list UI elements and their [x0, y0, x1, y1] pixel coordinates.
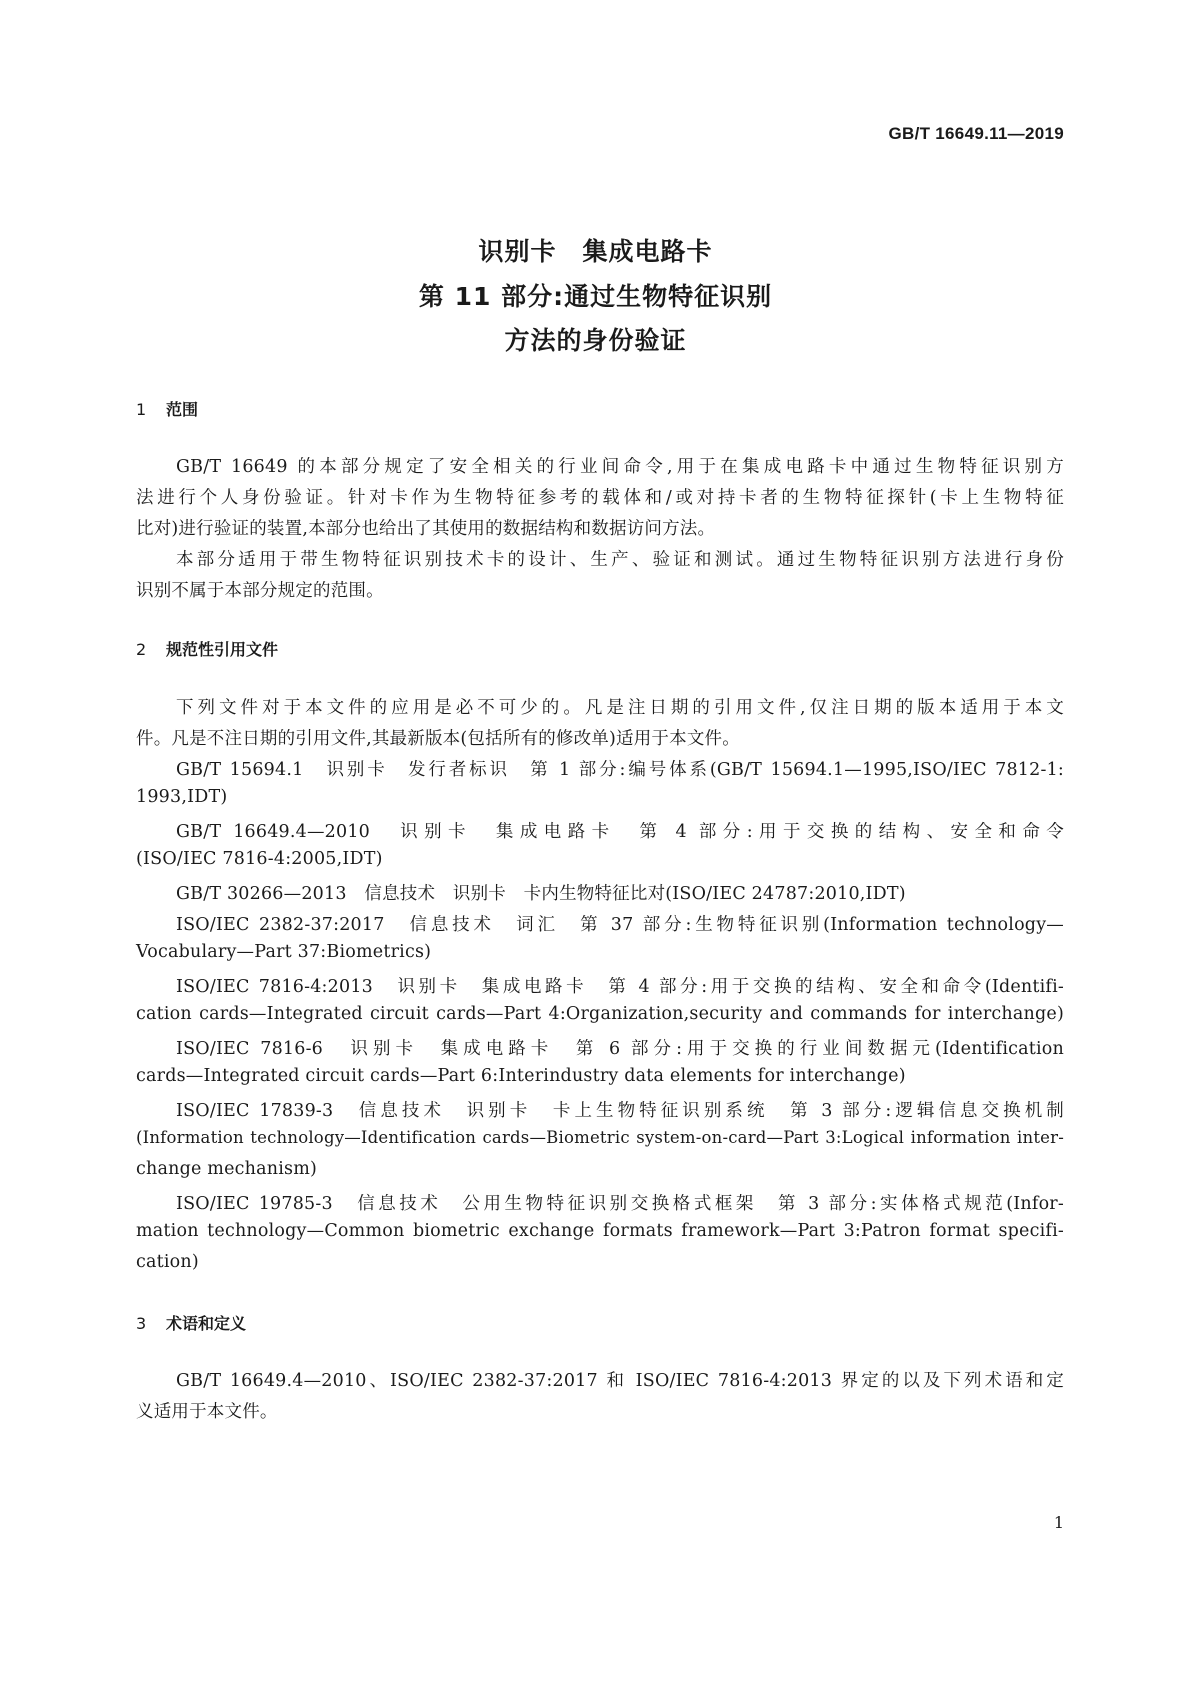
- reference-line: ISO/IEC 7816-6 识别卡 集成电路卡 第 6 部分:用于交换的行业间数据元(Identification: [176, 1039, 1064, 1059]
- reference-line: mation technology—Common biometric exchange formats framework—Part 3:Patron format specifi-: [136, 1221, 1064, 1241]
- section-2-heading: [136, 637, 278, 660]
- reference-line: cards—Integrated circuit cards—Part 6:Interindustry data elements for interchange): [136, 1066, 906, 1086]
- body-line: GB/T 16649.4—2010、ISO/IEC 2382-37:2017 和 ISO/IEC 7816-4:2013 界定的以及下列术语和定: [176, 1371, 1064, 1391]
- document-title-line-1: 识别卡 集成电路卡: [478, 237, 713, 266]
- section-number: 3: [136, 1314, 147, 1333]
- reference-line: (ISO/IEC 7816-4:2005,IDT): [136, 849, 383, 869]
- reference-line: ISO/IEC 2382-37:2017 信息技术 词汇 第 37 部分:生物特征识别(Information technology—: [176, 915, 1064, 935]
- reference-line: GB/T 30266—2013 信息技术 识别卡 卡内生物特征比对(ISO/IEC 24787:2010,IDT): [176, 884, 906, 904]
- document-title-line-3: 方法的身份验证: [504, 326, 687, 355]
- reference-line: cation): [136, 1252, 199, 1272]
- reference-line: Vocabulary—Part 37:Biometrics): [136, 942, 432, 962]
- reference-line: (Information technology—Identification cards—Biometric system-on-card—Part 3:Logical information inter-: [136, 1128, 1064, 1147]
- reference-line: cation cards—Integrated circuit cards—Part 4:Organization,security and commands for interchange): [136, 1004, 1064, 1024]
- section-number: 1: [136, 400, 147, 419]
- section-title: 规范性引用文件: [166, 640, 279, 659]
- section-3-heading: [136, 1311, 246, 1334]
- standard-number: GB/T 16649.11—2019: [888, 124, 1064, 143]
- reference-line: 1993,IDT): [136, 787, 228, 807]
- body-line: 下列文件对于本文件的应用是必不可少的。凡是注日期的引用文件,仅注日期的版本适用于本文: [176, 698, 1064, 718]
- body-line: 法进行个人身份验证。针对卡作为生物特征参考的载体和/或对持卡者的生物特征探针(卡上生物特征: [136, 488, 1064, 508]
- reference-line: ISO/IEC 19785-3 信息技术 公用生物特征识别交换格式框架 第 3 部分:实体格式规范(Infor-: [176, 1194, 1064, 1214]
- body-line: 件。凡是不注日期的引用文件,其最新版本(包括所有的修改单)适用于本文件。: [136, 729, 740, 749]
- reference-line: ISO/IEC 7816-4:2013 识别卡 集成电路卡 第 4 部分:用于交换的结构、安全和命令(Identifi-: [176, 977, 1064, 997]
- reference-line: GB/T 15694.1 识别卡 发行者标识 第 1 部分:编号体系(GB/T 15694.1—1995,ISO/IEC 7812-1:: [176, 760, 1064, 780]
- section-number: 2: [136, 640, 147, 659]
- reference-line: ISO/IEC 17839-3 信息技术 识别卡 卡上生物特征识别系统 第 3 部分:逻辑信息交换机制: [176, 1101, 1064, 1121]
- section-title: 范围: [166, 400, 199, 419]
- document-title-line-2: 第 11 部分:通过生物特征识别: [418, 282, 773, 311]
- body-line: 本部分适用于带生物特征识别技术卡的设计、生产、验证和测试。通过生物特征识别方法进行身份: [176, 550, 1064, 570]
- reference-line: GB/T 16649.4—2010 识别卡 集成电路卡 第 4 部分:用于交换的结构、安全和命令: [176, 822, 1064, 842]
- page-number: 1: [1053, 1513, 1064, 1532]
- body-line: 识别不属于本部分规定的范围。: [136, 581, 384, 601]
- body-line: 义适用于本文件。: [136, 1402, 278, 1422]
- body-line: 比对)进行验证的装置,本部分也给出了其使用的数据结构和数据访问方法。: [136, 519, 716, 539]
- section-1-heading: [136, 397, 198, 420]
- reference-line: change mechanism): [136, 1159, 318, 1179]
- section-title: 术语和定义: [166, 1314, 247, 1333]
- body-line: GB/T 16649 的本部分规定了安全相关的行业间命令,用于在集成电路卡中通过生物特征识别方: [176, 457, 1064, 477]
